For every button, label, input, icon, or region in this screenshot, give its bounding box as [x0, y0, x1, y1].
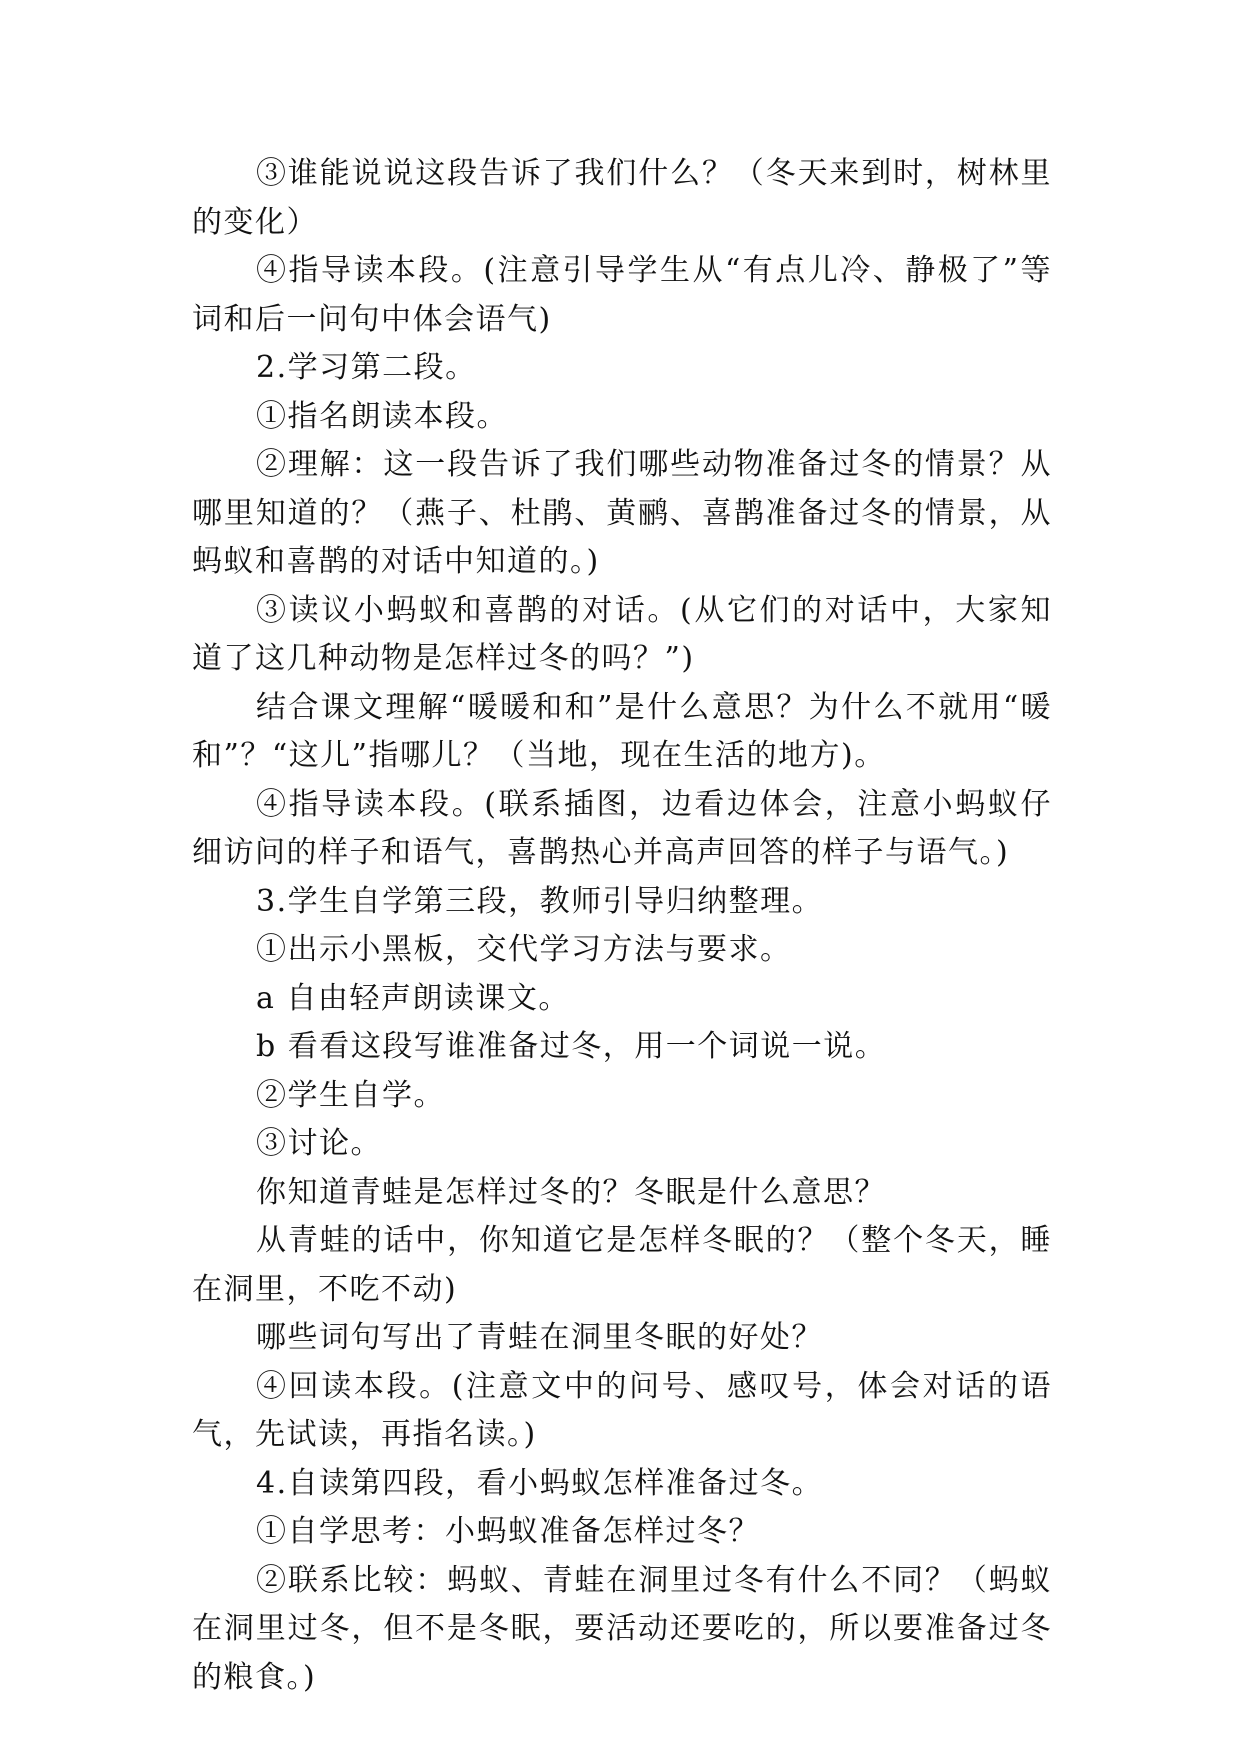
paragraph: 4.自读第四段，看小蚂蚁怎样准备过冬。 — [256, 1465, 824, 1501]
document-page — [192, 150, 1052, 1702]
paragraph: ①自学思考：小蚂蚁准备怎样过冬？ — [256, 1514, 760, 1549]
paragraph: 哪些词句写出了青蛙在洞里冬眠的好处？ — [256, 1320, 823, 1355]
paragraph: ③讨论。 — [256, 1126, 382, 1161]
paragraph: ②联系比较：蚂蚁、青蛙在洞里过冬有什么不同？（蚂蚁在洞里过冬，但不是冬眠，要活动还要吃的，所以要准备过冬的粮食。) — [192, 1562, 1052, 1695]
paragraph: ④回读本段。(注意文中的问号、感叹号，体会对话的语气，先试读，再指名读。) — [192, 1368, 1052, 1452]
paragraph: 你知道青蛙是怎样过冬的？冬眠是什么意思？ — [256, 1174, 886, 1210]
paragraph: b 看看这段写谁准备过冬，用一个词说一说。 — [256, 1029, 887, 1064]
paragraph: ④指导读本段。(联系插图，边看边体会，注意小蚂蚁仔细访问的样子和语气，喜鹊热心并高声回答的样子与语气。) — [192, 786, 1052, 870]
paragraph: ②理解：这一段告诉了我们哪些动物准备过冬的情景？从哪里知道的？（燕子、杜鹃、黄鹂、喜鹊准备过冬的情景，从蚂蚁和喜鹊的对话中知道的。) — [192, 447, 1052, 579]
paragraph: ①出示小黑板，交代学习方法与要求。 — [256, 932, 792, 967]
paragraph: ②学生自学。 — [256, 1077, 445, 1113]
paragraph: 3.学生自学第三段，教师引导归纳整理。 — [256, 883, 824, 919]
paragraph: ③读议小蚂蚁和喜鹊的对话。(从它们的对话中，大家知道了这几种动物是怎样过冬的吗？”) — [192, 592, 1052, 676]
paragraph: ③谁能说说这段告诉了我们什么？（冬天来到时，树林里的变化） — [192, 156, 1052, 240]
paragraph: ④指导读本段。(注意引导学生从“有点儿冷、静极了”等词和后一问句中体会语气) — [192, 253, 1052, 337]
paragraph: 2.学习第二段。 — [256, 350, 477, 385]
paragraph: ①指名朗读本段。 — [256, 398, 508, 434]
paragraph: a 自由轻声朗读课文。 — [256, 980, 570, 1016]
paragraph: 从青蛙的话中，你知道它是怎样冬眠的？（整个冬天，睡在洞里，不吃不动) — [192, 1223, 1052, 1307]
paragraph: 结合课文理解“暖暖和和”是什么意思？为什么不就用“暖和”？“这儿”指哪儿？（当地，现在生活的地方)。 — [192, 689, 1052, 773]
